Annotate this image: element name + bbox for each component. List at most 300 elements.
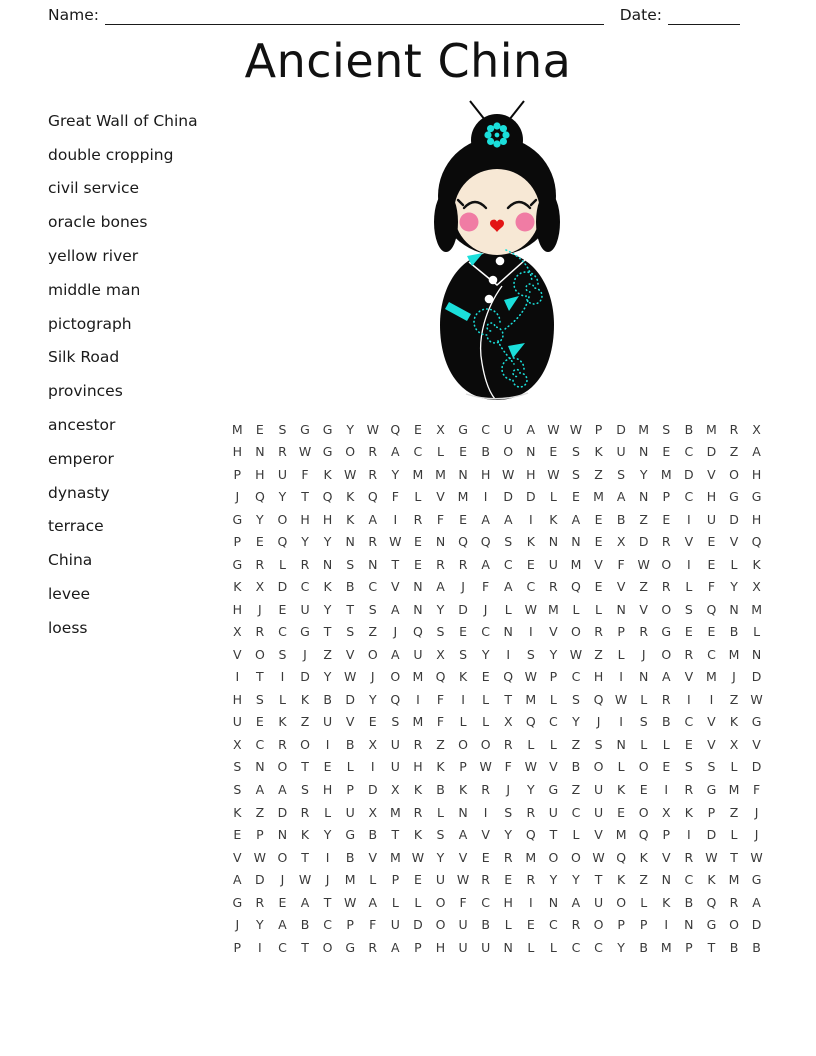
- grid-letter: C: [368, 579, 378, 595]
- grid-letter: N: [277, 827, 288, 843]
- grid-letter: R: [571, 917, 581, 933]
- grid-letter: Z: [594, 466, 603, 482]
- grid-letter: O: [300, 736, 310, 752]
- grid-letter: K: [413, 782, 423, 797]
- grid-letter: Q: [525, 714, 536, 730]
- grid-letter: Q: [751, 534, 762, 550]
- grid-letter: P: [414, 939, 422, 955]
- grid-letter: Y: [346, 421, 354, 437]
- grid-letter: A: [616, 489, 626, 505]
- grid-letter: L: [278, 691, 286, 707]
- grid-letter: S: [255, 691, 264, 707]
- grid-letter: N: [345, 534, 355, 550]
- grid-letter: R: [684, 646, 694, 662]
- grid-letter: B: [345, 579, 355, 595]
- grid-letter: D: [458, 601, 468, 617]
- grid-letter: T: [346, 601, 354, 617]
- grid-letter: G: [751, 872, 762, 888]
- grid-letter: M: [547, 601, 559, 617]
- grid-letter: J: [461, 579, 465, 595]
- grid-letter: W: [524, 669, 537, 685]
- grid-letter: N: [548, 534, 559, 550]
- grid-letter: C: [684, 872, 694, 888]
- grid-letter: V: [481, 827, 490, 843]
- grid-letter: O: [277, 849, 288, 865]
- grid-letter: X: [436, 421, 445, 437]
- grid-letter: R: [255, 894, 265, 910]
- grid-letter: L: [617, 646, 625, 662]
- grid-letter: P: [662, 489, 671, 505]
- grid-letter: O: [729, 917, 739, 933]
- grid-letter: B: [639, 939, 648, 955]
- grid-letter: G: [322, 444, 333, 460]
- grid-letter: I: [325, 736, 330, 752]
- grid-letter: S: [301, 782, 309, 797]
- grid-letter: U: [300, 601, 310, 617]
- grid-letter: R: [368, 444, 378, 460]
- grid-letter: I: [687, 827, 691, 843]
- grid-letter: Z: [300, 714, 310, 730]
- grid-letter: Q: [322, 489, 333, 505]
- grid-letter: U: [593, 782, 604, 797]
- grid-letter: M: [706, 421, 717, 437]
- grid-letter: Z: [323, 646, 332, 662]
- grid-letter: L: [572, 827, 580, 843]
- grid-letter: P: [459, 759, 467, 775]
- grid-letter: L: [527, 736, 535, 752]
- grid-letter: S: [571, 691, 580, 707]
- grid-letter: C: [323, 917, 332, 933]
- letter-grid: [226, 418, 768, 958]
- grid-letter: C: [278, 939, 287, 955]
- grid-letter: I: [235, 669, 240, 685]
- grid-letter: K: [458, 782, 468, 797]
- word-list-item: middle man: [48, 280, 141, 299]
- grid-letter: L: [572, 601, 580, 617]
- grid-letter: M: [344, 872, 356, 888]
- grid-letter: O: [661, 646, 672, 662]
- grid-letter: M: [389, 804, 401, 820]
- grid-letter: R: [436, 556, 445, 572]
- grid-letter: W: [411, 849, 425, 865]
- grid-letter: K: [278, 714, 287, 730]
- grid-letter: K: [729, 714, 739, 730]
- name-label: Name:: [48, 6, 99, 24]
- grid-letter: W: [524, 759, 537, 775]
- grid-letter: Q: [525, 827, 536, 843]
- grid-letter: L: [753, 624, 761, 640]
- grid-letter: L: [549, 939, 557, 955]
- grid-letter: L: [369, 872, 377, 888]
- grid-letter: O: [458, 736, 468, 752]
- grid-letter: P: [639, 917, 648, 933]
- grid-letter: H: [232, 601, 242, 617]
- grid-letter: V: [684, 534, 694, 550]
- grid-letter: B: [729, 624, 739, 640]
- word-list-item: double cropping: [48, 145, 174, 164]
- grid-letter: I: [506, 646, 511, 662]
- grid-letter: N: [729, 601, 739, 617]
- grid-letter: R: [481, 872, 490, 888]
- grid-letter: H: [322, 782, 333, 797]
- grid-letter: U: [458, 917, 468, 933]
- grid-letter: G: [548, 782, 559, 797]
- grid-letter: S: [571, 466, 580, 482]
- grid-letter: R: [300, 556, 310, 572]
- grid-letter: N: [639, 444, 649, 460]
- grid-letter: H: [526, 466, 536, 482]
- grid-letter: M: [525, 691, 537, 707]
- grid-letter: C: [707, 646, 716, 662]
- grid-letter: R: [526, 872, 536, 888]
- grid-letter: V: [368, 849, 378, 865]
- grid-letter: R: [684, 782, 694, 797]
- grid-letter: P: [391, 872, 400, 888]
- grid-letter: O: [435, 917, 446, 933]
- hairpin-right: [509, 101, 524, 120]
- grid-letter: I: [528, 624, 533, 640]
- grid-letter: F: [436, 691, 445, 707]
- grid-letter: L: [640, 736, 648, 752]
- grid-letter: J: [754, 827, 759, 843]
- cheek-right: [516, 213, 535, 232]
- grid-letter: R: [729, 894, 739, 910]
- grid-letter: I: [619, 669, 623, 685]
- grid-letter: V: [233, 646, 242, 662]
- grid-letter: V: [616, 579, 626, 595]
- grid-letter: H: [413, 759, 423, 775]
- grid-letter: C: [526, 579, 536, 595]
- grid-letter: E: [459, 624, 468, 640]
- grid-letter: T: [301, 489, 309, 505]
- grid-letter: S: [459, 646, 468, 662]
- grid-letter: W: [524, 601, 537, 617]
- grid-letter: P: [707, 804, 716, 820]
- grid-letter: N: [413, 579, 423, 595]
- grid-letter: C: [255, 736, 265, 752]
- grid-letter: T: [301, 939, 309, 955]
- grid-letter: E: [459, 511, 468, 527]
- grid-letter: G: [458, 421, 468, 437]
- grid-letter: W: [569, 646, 583, 662]
- grid-letter: H: [255, 466, 265, 482]
- grid-letter: L: [504, 917, 512, 933]
- grid-letter: G: [232, 511, 243, 527]
- grid-letter: N: [684, 917, 694, 933]
- grid-letter: O: [345, 444, 356, 460]
- grid-letter: K: [233, 804, 242, 820]
- grid-letter: Q: [458, 534, 468, 550]
- grid-letter: F: [752, 782, 761, 797]
- grid-letter: L: [549, 736, 557, 752]
- grid-letter: Y: [526, 782, 535, 797]
- grid-letter: J: [506, 782, 511, 797]
- grid-letter: H: [322, 511, 333, 527]
- grid-letter: N: [435, 534, 446, 550]
- grid-letter: N: [458, 466, 468, 482]
- grid-letter: X: [616, 534, 626, 550]
- grid-letter: Z: [729, 804, 739, 820]
- grid-letter: S: [278, 421, 287, 437]
- grid-letter: J: [641, 646, 646, 662]
- grid-letter: K: [323, 466, 332, 482]
- grid-letter: R: [729, 421, 739, 437]
- grid-letter: L: [504, 601, 512, 617]
- grid-letter: V: [458, 849, 468, 865]
- grid-letter: E: [255, 534, 264, 550]
- grid-letter: E: [481, 669, 490, 685]
- grid-letter: K: [300, 827, 310, 843]
- grid-letter: B: [345, 849, 355, 865]
- grid-letter: R: [413, 804, 423, 820]
- word-list-item: ancestor: [48, 416, 116, 435]
- grid-letter: E: [707, 624, 716, 640]
- grid-letter: K: [617, 782, 626, 797]
- grid-letter: E: [526, 556, 535, 572]
- grid-letter: L: [549, 489, 557, 505]
- grid-letter: D: [729, 511, 739, 527]
- grid-letter: S: [617, 466, 626, 482]
- grid-letter: Z: [368, 624, 378, 640]
- grid-letter: E: [459, 444, 468, 460]
- grid-letter: S: [504, 804, 513, 820]
- grid-letter: Q: [706, 601, 717, 617]
- grid-letter: U: [548, 804, 558, 820]
- word-list-item: terrace: [48, 517, 104, 536]
- grid-letter: O: [390, 669, 401, 685]
- grid-letter: E: [323, 759, 332, 775]
- grid-letter: Z: [729, 691, 739, 707]
- grid-letter: K: [436, 759, 445, 775]
- grid-letter: V: [707, 714, 716, 730]
- grid-letter: E: [504, 872, 513, 888]
- grid-letter: V: [594, 827, 603, 843]
- grid-letter: V: [391, 579, 400, 595]
- grid-letter: W: [547, 421, 560, 437]
- grid-letter: X: [391, 782, 400, 797]
- grid-letter: Q: [254, 489, 265, 505]
- grid-letter: X: [368, 736, 378, 752]
- word-list-item: emperor: [48, 449, 114, 468]
- grid-letter: K: [594, 444, 603, 460]
- grid-letter: A: [481, 556, 490, 572]
- name-fill-line: [105, 4, 604, 25]
- grid-letter: E: [594, 511, 603, 527]
- grid-letter: L: [685, 579, 693, 595]
- grid-letter: O: [661, 556, 672, 572]
- grid-letter: G: [751, 714, 762, 730]
- grid-letter: N: [751, 646, 762, 662]
- grid-letter: R: [368, 534, 378, 550]
- grid-letter: A: [503, 579, 513, 595]
- grid-letter: R: [278, 736, 287, 752]
- grid-letter: A: [481, 511, 490, 527]
- grid-letter: O: [254, 646, 265, 662]
- grid-letter: O: [638, 804, 649, 820]
- face: [454, 169, 540, 255]
- grid-letter: C: [549, 714, 558, 730]
- grid-letter: K: [458, 669, 468, 685]
- grid-letter: N: [503, 624, 513, 640]
- grid-letter: A: [526, 421, 536, 437]
- grid-letter: E: [594, 534, 603, 550]
- word-list-item: Silk Road: [48, 348, 120, 367]
- grid-letter: L: [730, 759, 738, 775]
- word-list-item: Great Wall of China: [48, 111, 198, 130]
- grid-letter: M: [638, 421, 650, 437]
- grid-letter: B: [684, 421, 694, 437]
- grid-letter: U: [413, 646, 423, 662]
- grid-letter: N: [458, 804, 468, 820]
- grid-letter: J: [235, 917, 240, 933]
- grid-letter: U: [706, 511, 716, 527]
- grid-letter: K: [346, 489, 355, 505]
- grid-letter: Y: [504, 827, 513, 843]
- grid-letter: E: [639, 782, 648, 797]
- grid-letter: R: [684, 849, 694, 865]
- grid-letter: E: [278, 601, 287, 617]
- grid-letter: L: [414, 894, 422, 910]
- grid-letter: O: [503, 444, 514, 460]
- grid-letter: F: [436, 511, 445, 527]
- grid-letter: Y: [368, 691, 377, 707]
- grid-letter: S: [233, 759, 242, 775]
- grid-letter: E: [684, 624, 693, 640]
- grid-letter: R: [368, 466, 378, 482]
- grid-letter: V: [549, 624, 558, 640]
- grid-letter: E: [255, 714, 264, 730]
- grid-letter: W: [750, 691, 763, 707]
- grid-letter: O: [638, 759, 649, 775]
- grid-letter: R: [594, 624, 603, 640]
- grid-letter: Z: [571, 736, 581, 752]
- grid-letter: W: [389, 534, 402, 550]
- grid-letter: D: [751, 759, 762, 775]
- grid-letter: O: [367, 646, 378, 662]
- grid-letter: R: [255, 624, 265, 640]
- grid-letter: Y: [256, 917, 264, 933]
- grid-letter: A: [391, 601, 400, 617]
- grid-letter: D: [638, 534, 649, 550]
- grid-letter: O: [277, 759, 288, 775]
- date-label: Date:: [619, 6, 662, 24]
- grid-letter: C: [684, 444, 694, 460]
- grid-letter: S: [233, 782, 242, 797]
- grid-letter: M: [615, 827, 627, 843]
- grid-letter: N: [548, 894, 559, 910]
- grid-letter: V: [436, 489, 445, 505]
- grid-letter: G: [729, 489, 739, 505]
- grid-letter: X: [436, 646, 445, 662]
- grid-letter: I: [664, 782, 669, 797]
- grid-letter: D: [706, 444, 717, 460]
- grid-letter: C: [278, 624, 287, 640]
- grid-letter: V: [707, 466, 716, 482]
- grid-letter: M: [570, 556, 582, 572]
- grid-letter: J: [280, 872, 285, 888]
- grid-letter: A: [391, 646, 400, 662]
- grid-letter: Z: [639, 872, 648, 888]
- word-list-item: China: [48, 551, 93, 570]
- grid-letter: J: [732, 669, 736, 685]
- grid-letter: Q: [480, 534, 491, 550]
- grid-letter: A: [661, 669, 671, 685]
- grid-letter: J: [325, 872, 330, 888]
- grid-letter: R: [481, 782, 490, 797]
- grid-letter: G: [322, 421, 333, 437]
- grid-letter: M: [728, 782, 740, 797]
- grid-letter: H: [300, 511, 310, 527]
- grid-letter: U: [232, 714, 242, 730]
- grid-letter: S: [436, 624, 445, 640]
- word-list-item: yellow river: [48, 247, 139, 266]
- grid-letter: J: [393, 624, 398, 640]
- grid-letter: C: [571, 939, 581, 955]
- grid-letter: L: [640, 691, 648, 707]
- grid-letter: Q: [390, 421, 401, 437]
- grid-letter: A: [278, 782, 287, 797]
- grid-letter: N: [413, 601, 423, 617]
- grid-letter: D: [706, 827, 717, 843]
- grid-letter: I: [664, 917, 669, 933]
- grid-letter: F: [504, 759, 512, 775]
- grid-letter: C: [684, 489, 694, 505]
- grid-letter: S: [346, 556, 355, 572]
- grid-letter: Q: [638, 827, 649, 843]
- grid-letter: F: [436, 714, 445, 730]
- grid-letter: W: [479, 759, 492, 775]
- grid-letter: N: [571, 534, 581, 550]
- grid-letter: M: [412, 466, 424, 482]
- grid-letter: T: [391, 556, 400, 572]
- grid-letter: U: [277, 466, 288, 482]
- grid-letter: A: [391, 444, 400, 460]
- grid-letter: V: [549, 759, 558, 775]
- grid-letter: P: [594, 421, 603, 437]
- grid-letter: O: [548, 849, 559, 865]
- grid-letter: S: [346, 624, 355, 640]
- grid-letter: E: [662, 511, 671, 527]
- grid-letter: A: [436, 579, 445, 595]
- grid-letter: P: [256, 827, 264, 843]
- grid-letter: U: [503, 421, 513, 437]
- grid-letter: S: [436, 827, 445, 843]
- grid-letter: L: [640, 894, 648, 910]
- grid-letter: F: [369, 917, 377, 933]
- kimono-body: [440, 252, 554, 400]
- grid-letter: P: [617, 624, 625, 640]
- grid-letter: U: [345, 804, 355, 820]
- grid-letter: V: [729, 534, 739, 550]
- grid-letter: R: [549, 579, 558, 595]
- grid-letter: P: [617, 917, 625, 933]
- grid-letter: R: [661, 691, 671, 707]
- grid-letter: Z: [639, 511, 648, 527]
- grid-letter: M: [389, 849, 401, 865]
- grid-letter: W: [750, 849, 763, 865]
- grid-letter: E: [662, 759, 671, 775]
- grid-letter: X: [503, 714, 513, 730]
- grid-letter: P: [233, 466, 242, 482]
- grid-letter: H: [232, 691, 242, 707]
- grid-letter: M: [231, 421, 243, 437]
- grid-letter: S: [504, 534, 513, 550]
- grid-letter: I: [393, 511, 398, 527]
- grid-letter: B: [481, 917, 490, 933]
- grid-letter: W: [637, 556, 650, 572]
- grid-letter: B: [616, 511, 626, 527]
- grid-letter: Q: [571, 579, 581, 595]
